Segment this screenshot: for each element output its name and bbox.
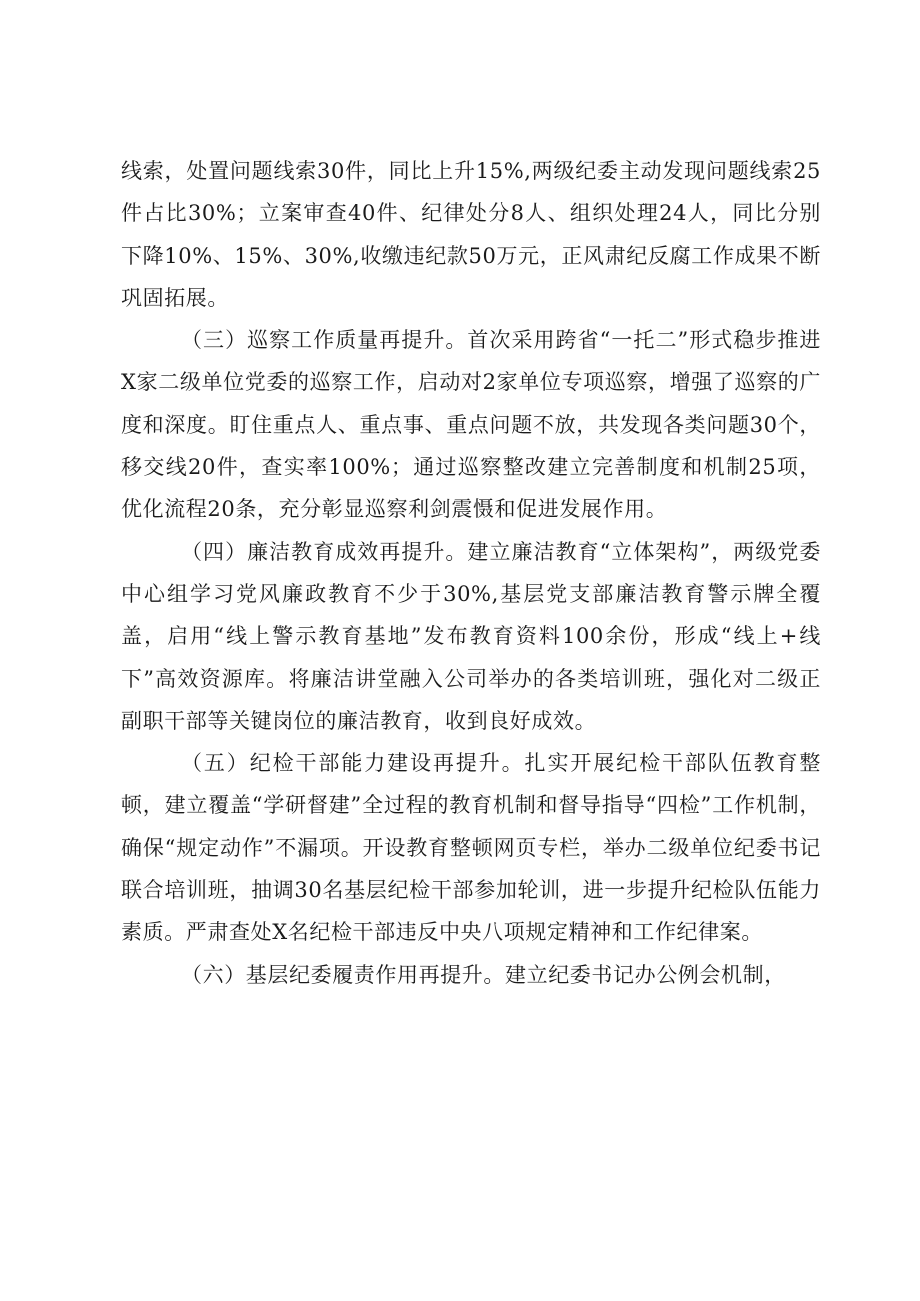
paragraph-cadre-capacity: （五）纪检干部能力建设再提升。扎实开展纪检干部队伍教育整顿，建立覆盖“学研督建”全过程的教育机制和督导指导“四检”工作机制，确保“规定动作”不漏项。开设教育整顿网页专栏，举办二级单位纪委书记联合培训班，抽调30名基层纪检干部参加轮训，进一步提升纪检队伍能力素质。严肃查处X名纪检干部违反中央八项规定精神和工作纪律案。 bbox=[121, 751, 821, 945]
paragraph-inspection-quality: （三）巡察工作质量再提升。首次采用跨省“一托二”形式稳步推进X家二级单位党委的巡察工作，启动对2家单位专项巡察，增强了巡察的广度和深度。盯住重点人、重点事、重点问题不放，共发现各类问题30个，移交线20件，查实率100%；通过巡察整改建立完善制度和机制25项，优化流程20条，充分彰显巡察利剑震慑和促进发展作用。 bbox=[121, 328, 822, 522]
paragraph-clue-handling-continuation: 线索，处置问题线索30件，同比上升15%,两级纪委主动发现问题线索25件占比30%；立案审查40件、纪律处分8人、组织处理24人，同比分别下降10%、15%、30%,收缴违纪款50万元，正风肃纪反腐工作成果不断巩固拓展。 bbox=[121, 159, 821, 310]
paragraph-integrity-education: （四）廉洁教育成效再提升。建立廉洁教育“立体架构”，两级党委中心组学习党风廉政教育不少于30%,基层党支部廉洁教育警示牌全覆盖，启用“线上警示教育基地”发布教育资料100余份，形成“线上+线下”高效资源库。将廉洁讲堂融入公司举办的各类培训班，强化对二级正副职干部等关键岗位的廉洁教育，收到良好成效。 bbox=[121, 539, 821, 733]
paragraph-grassroots-committee: （六）基层纪委履责作用再提升。建立纪委书记办公例会机制， bbox=[181, 962, 786, 987]
document-body bbox=[121, 150, 821, 996]
